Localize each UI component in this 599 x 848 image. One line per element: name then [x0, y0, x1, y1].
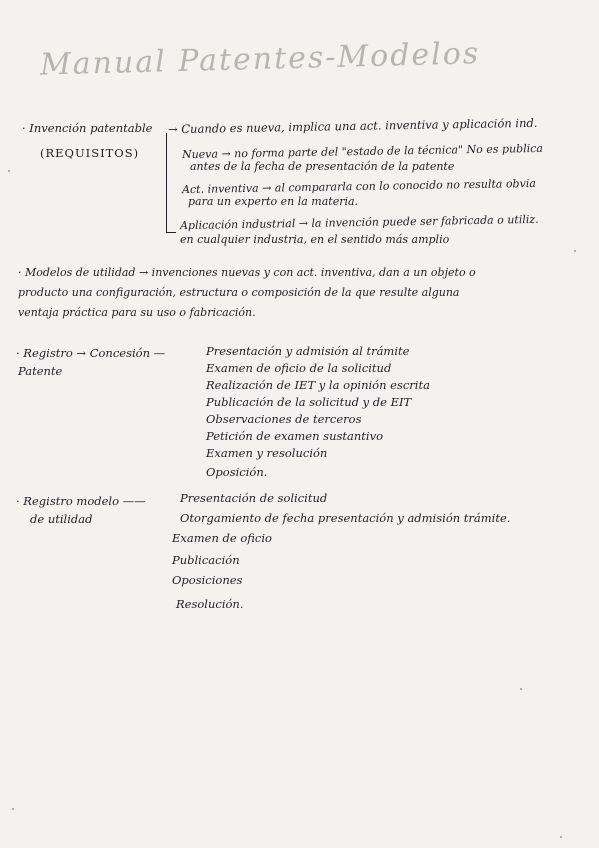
patent-registry-label: · Registro → Concesión —	[16, 346, 166, 360]
invention-inventive-step-cont: para un experto en la materia.	[188, 195, 359, 208]
patent-step-3: Realización de IET y la opinión escrita	[206, 378, 430, 392]
utility-models-line-3: ventaja práctica para su uso o fabricación.	[18, 306, 256, 319]
patent-step-1: Presentación y admisión al trámite	[206, 344, 410, 358]
patent-step-7: Examen y resolución	[206, 446, 328, 460]
model-step-3: Examen de oficio	[172, 531, 272, 545]
invention-requirements-label: (REQUISITOS)	[40, 146, 140, 160]
invention-industrial-application-cont: en cualquier industria, en el sentido más amplio	[180, 233, 450, 246]
patent-step-6: Petición de examen sustantivo	[206, 429, 383, 443]
model-step-6: Resolución.	[176, 597, 244, 611]
patent-step-8: Oposición.	[206, 465, 268, 479]
patent-step-4: Publicación de la solicitud y de EIT	[206, 395, 412, 409]
page-title: Manual Patentes-Modelos	[39, 36, 481, 83]
model-step-2: Otorgamiento de fecha presentación y admisión trámite.	[180, 511, 511, 525]
invention-novelty: Nueva → no forma parte del "estado de la técnica" No es publica	[181, 141, 544, 162]
model-step-5: Oposiciones	[172, 573, 243, 587]
patent-registry-label-2: Patente	[18, 364, 63, 378]
invention-label: · Invención patentable	[22, 121, 153, 135]
invention-definition: → Cuando es nueva, implica una act. inventiva y aplicación ind.	[167, 115, 538, 137]
invention-novelty-cont: antes de la fecha de presentación de la patente	[190, 160, 455, 173]
model-step-4: Publicación	[172, 553, 240, 567]
utility-models-line-1: · Modelos de utilidad → invenciones nuevas y con act. inventiva, dan a un objeto o	[18, 266, 476, 279]
model-registry-label-2: de utilidad	[30, 512, 93, 526]
invention-inventive-step: Act. inventiva → al compararla con lo conocido no resulta obvia	[181, 176, 536, 197]
invention-industrial-application: Aplicación industrial → la invención puede ser fabricada o utiliz.	[179, 212, 539, 233]
invention-brace-hook	[166, 232, 176, 233]
patent-step-5: Observaciones de terceros	[206, 412, 362, 426]
model-step-1: Presentación de solicitud	[180, 491, 328, 505]
invention-brace	[166, 133, 167, 233]
model-registry-label: · Registro modelo ——	[16, 494, 146, 508]
utility-models-line-2: producto una configuración, estructura o composición de la que resulte alguna	[18, 286, 460, 299]
patent-step-2: Examen de oficio de la solicitud	[206, 361, 392, 375]
